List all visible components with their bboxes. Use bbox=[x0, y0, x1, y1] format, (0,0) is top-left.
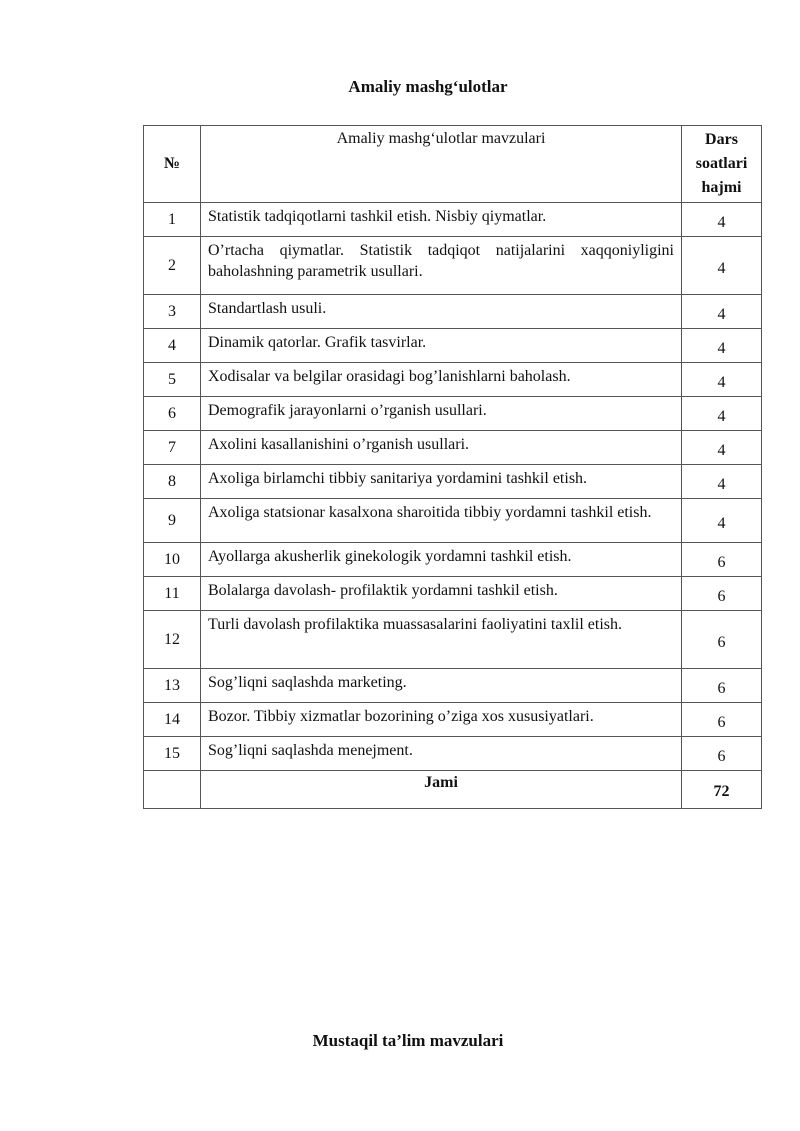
row-topic: Axoliga statsionar kasalxona sharoitida tibbiy yordamni tashkil etish. bbox=[201, 499, 682, 543]
row-topic: Ayollarga akusherlik ginekologik yordamni tashkil etish. bbox=[201, 543, 682, 577]
total-label: Jami bbox=[201, 771, 682, 809]
row-hours: 6 bbox=[682, 543, 762, 577]
row-hours: 4 bbox=[682, 203, 762, 237]
row-number: 5 bbox=[144, 363, 201, 397]
row-hours: 6 bbox=[682, 577, 762, 611]
table-row bbox=[144, 577, 762, 611]
row-number: 15 bbox=[144, 737, 201, 771]
table-row bbox=[144, 431, 762, 465]
row-topic: Turli davolash profilaktika muassasalarini faoliyatini taxlil etish. bbox=[201, 611, 682, 669]
row-hours: 6 bbox=[682, 611, 762, 669]
table-row bbox=[144, 543, 762, 577]
table-row bbox=[144, 397, 762, 431]
header-topic: Amaliy mashg‘ulotlar mavzulari bbox=[201, 126, 682, 203]
row-hours: 6 bbox=[682, 669, 762, 703]
header-hours bbox=[682, 126, 762, 203]
table-row bbox=[144, 669, 762, 703]
row-topic: Bozor. Tibbiy xizmatlar bozorining o’ziga xos xususiyatlari. bbox=[201, 703, 682, 737]
row-hours: 4 bbox=[682, 465, 762, 499]
row-topic: Bolalarga davolash- profilaktik yordamni tashkil etish. bbox=[201, 577, 682, 611]
row-hours: 6 bbox=[682, 703, 762, 737]
table-row bbox=[144, 363, 762, 397]
row-topic: Xodisalar va belgilar orasidagi bog’lanishlarni baholash. bbox=[201, 363, 682, 397]
table-row bbox=[144, 703, 762, 737]
row-number: 10 bbox=[144, 543, 201, 577]
total-row bbox=[144, 771, 762, 809]
table-row bbox=[144, 465, 762, 499]
row-hours: 6 bbox=[682, 737, 762, 771]
table-row bbox=[144, 295, 762, 329]
row-hours: 4 bbox=[682, 499, 762, 543]
row-number: 4 bbox=[144, 329, 201, 363]
row-hours: 4 bbox=[682, 431, 762, 465]
row-topic: Dinamik qatorlar. Grafik tasvirlar. bbox=[201, 329, 682, 363]
table-row bbox=[144, 203, 762, 237]
row-hours: 4 bbox=[682, 295, 762, 329]
header-hours-line2: soatlari bbox=[695, 155, 748, 172]
row-topic: Sog’liqni saqlashda menejment. bbox=[201, 737, 682, 771]
total-empty-cell bbox=[144, 771, 201, 809]
row-topic: Axoliga birlamchi tibbiy sanitariya yordamini tashkil etish. bbox=[201, 465, 682, 499]
total-hours: 72 bbox=[682, 771, 762, 809]
table-row bbox=[144, 329, 762, 363]
header-hours-line1: Dars bbox=[705, 131, 738, 148]
row-number: 11 bbox=[144, 577, 201, 611]
row-topic: Demografik jarayonlarni o’rganish usullari. bbox=[201, 397, 682, 431]
row-hours: 4 bbox=[682, 363, 762, 397]
row-number: 7 bbox=[144, 431, 201, 465]
row-number: 1 bbox=[144, 203, 201, 237]
row-number: 8 bbox=[144, 465, 201, 499]
page-title: Amaliy mashg‘ulotlar bbox=[348, 77, 508, 96]
row-hours: 4 bbox=[682, 397, 762, 431]
row-topic: Standartlash usuli. bbox=[201, 295, 682, 329]
header-number: № bbox=[144, 126, 201, 203]
row-number: 2 bbox=[144, 237, 201, 295]
practical-lessons-table bbox=[143, 125, 762, 809]
row-topic: Statistik tadqiqotlarni tashkil etish. Nisbiy qiymatlar. bbox=[201, 203, 682, 237]
table-row bbox=[144, 237, 762, 295]
row-number: 9 bbox=[144, 499, 201, 543]
row-hours: 4 bbox=[682, 237, 762, 295]
row-topic: Axolini kasallanishini o’rganish usullari. bbox=[201, 431, 682, 465]
table-row bbox=[144, 499, 762, 543]
row-number: 3 bbox=[144, 295, 201, 329]
section-heading: Mustaqil ta’lim mavzulari bbox=[312, 1031, 504, 1050]
table-header-row bbox=[144, 126, 762, 203]
table-row bbox=[144, 737, 762, 771]
row-hours: 4 bbox=[682, 329, 762, 363]
row-number: 12 bbox=[144, 611, 201, 669]
row-number: 13 bbox=[144, 669, 201, 703]
row-number: 14 bbox=[144, 703, 201, 737]
table-row bbox=[144, 611, 762, 669]
row-topic: O’rtacha qiymatlar. Statistik tadqiqot natijalarini xaqqoniyligini baholashning parametrik usullari. bbox=[201, 237, 682, 295]
row-number: 6 bbox=[144, 397, 201, 431]
row-topic: Sog’liqni saqlashda marketing. bbox=[201, 669, 682, 703]
header-hours-line3: hajmi bbox=[701, 179, 742, 196]
